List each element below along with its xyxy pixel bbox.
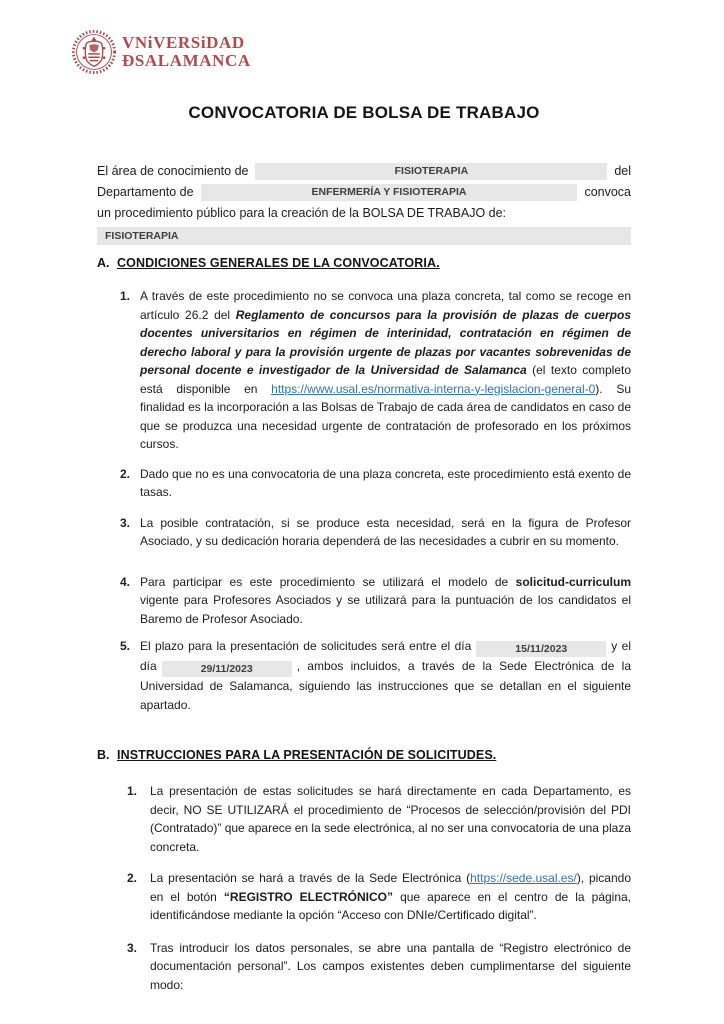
list-item-b2	[97, 869, 631, 925]
solicitud-curriculum-emphasis: solicitud-curriculum	[515, 574, 631, 589]
university-logo	[71, 29, 251, 75]
intro-line1-suffix: del	[614, 164, 631, 178]
university-seal-icon	[71, 29, 117, 75]
item-text	[140, 287, 631, 454]
item-text-part: ). Su finalidad es la incorporación a las Bolsas de Trabajo de cada área de candidatos en caso de que se produzca una necesidad urgente de contratación de profesorado en los próximos cursos.	[140, 381, 631, 451]
item-text-part: y el día	[140, 639, 631, 673]
list-item-a5	[97, 637, 631, 714]
section-a-heading	[97, 256, 631, 270]
item-text-part: El plazo para la presentación de solicitudes será entre el día	[140, 639, 472, 653]
item-text	[150, 869, 631, 925]
item-text: La posible contratación, si se produce esta necesidad, será en la figura de Profesor Asociado, y su dedicación horaria dependerá de las necesidades a cubrir en su momento.	[140, 515, 631, 548]
intro-line2-suffix: convoca	[584, 185, 631, 199]
item-text-part: que aparece en el centro de la página, identificándose mediante la opción “Acceso con DNIe/Certificado digital”.	[150, 889, 632, 922]
intro-line1-prefix: El área de conocimiento de	[97, 164, 249, 178]
form-field-area[interactable]: FISIOTERAPIA	[255, 163, 607, 180]
item-number: 3.	[120, 515, 131, 530]
item-number: 3.	[127, 940, 138, 955]
intro-line-3: un procedimiento público para la creación de la BOLSA DE TRABAJO de:	[97, 206, 507, 220]
section-b-title: INSTRUCCIONES PARA LA PRESENTACIÓN DE SOLICITUDES.	[117, 748, 497, 762]
form-field-start-date[interactable]: 15/11/2023	[476, 641, 606, 657]
regulation-name: Reglamento de concursos para la provisión de plazas de cuerpos docentes universitarios en régimen de interinidad, contratación en régimen de derecho laboral y para la provisión urgente de plazas por vacantes sobrevenidas de personal docente e investigador de la Universidad de Salamanca	[140, 307, 631, 377]
item-text	[140, 573, 631, 629]
list-item-a1	[97, 287, 631, 454]
list-item-b3	[97, 939, 631, 995]
item-text: Tras introducir los datos personales, se abre una pantalla de “Registro electrónico de documentación personal”. Los campos existentes deben cumplimentarse del siguiente modo:	[150, 940, 631, 992]
item-text: Dado que no es una convocatoria de una plaza concreta, este procedimiento está exento de tasas.	[140, 466, 631, 499]
university-logo-text	[122, 34, 251, 70]
intro-line-1	[97, 161, 631, 182]
normativa-link[interactable]: https://www.usal.es/normativa-interna-y-legislacion-general-0	[271, 381, 596, 396]
item-text	[140, 637, 631, 714]
form-field-end-date[interactable]: 29/11/2023	[162, 661, 292, 677]
item-number: 1.	[120, 289, 131, 303]
item-text-part: , ambos incluidos, a través de la Sede Electrónica de la Universidad de Salamanca, siguiendo las instrucciones que se detallan en el siguiente apartado.	[140, 659, 631, 712]
item-text-part: ), picando en el botón	[150, 871, 632, 904]
section-a-title: CONDICIONES GENERALES DE LA CONVOCATORIA.	[117, 256, 440, 270]
section-b-list	[97, 782, 631, 994]
item-text-part: Para participar es este procedimiento se utilizará el modelo de	[140, 574, 516, 589]
item-text-part: vigente para Profesores Asociados y se utilizará para la puntuación de los candidatos el Baremo de Profesor Asociado.	[140, 593, 631, 626]
item-number: 2.	[120, 466, 131, 481]
logo-line2: ÐSALAMANCA	[122, 51, 251, 70]
section-a-list	[97, 287, 631, 714]
item-text: La presentación de estas solicitudes se hará directamente en cada Departamento, es decir, NO SE UTILIZARÁ el procedimiento de “Procesos de selección/provisión del PDI (Contratado)” que aparece en la sede electrónica, al no ser una convocatoria de una plaza concreta.	[150, 784, 631, 854]
registro-electronico-emphasis: “REGISTRO ELECTRÓNICO”	[223, 889, 393, 904]
intro-line-2	[97, 182, 631, 203]
item-number: 2.	[127, 871, 138, 885]
section-b-heading	[97, 748, 631, 762]
list-item-a4	[97, 573, 631, 629]
item-number: 4.	[120, 574, 131, 589]
section-a-letter: A.	[97, 256, 110, 270]
item-text-part: A través de este procedimiento no se convoca una plaza concreta, tal como se recoge en artículo 26.2 del	[140, 289, 631, 322]
logo-line1: VNiVERSiDAD	[122, 33, 245, 52]
item-text-part: La presentación se hará a través de la Sede Electrónica (	[150, 871, 471, 885]
list-item-a2	[97, 465, 631, 502]
form-field-departamento[interactable]: ENFERMERÍA Y FISIOTERAPIA	[201, 184, 578, 201]
form-field-bolsa[interactable]: FISIOTERAPIA	[97, 227, 631, 245]
intro-paragraph	[97, 161, 631, 245]
item-number: 5.	[120, 639, 131, 653]
section-b-letter: B.	[97, 748, 110, 762]
document-body	[97, 103, 631, 1006]
item-number: 1.	[127, 784, 138, 798]
intro-line2-prefix: Departamento de	[97, 185, 194, 199]
sede-electronica-link[interactable]: https://sede.usal.es/	[470, 871, 577, 885]
document-title: CONVOCATORIA DE BOLSA DE TRABAJO	[188, 103, 540, 122]
list-item-a3	[97, 514, 631, 551]
list-item-b1	[97, 782, 631, 856]
item-text-part: (el texto completo está disponible en	[140, 363, 632, 396]
